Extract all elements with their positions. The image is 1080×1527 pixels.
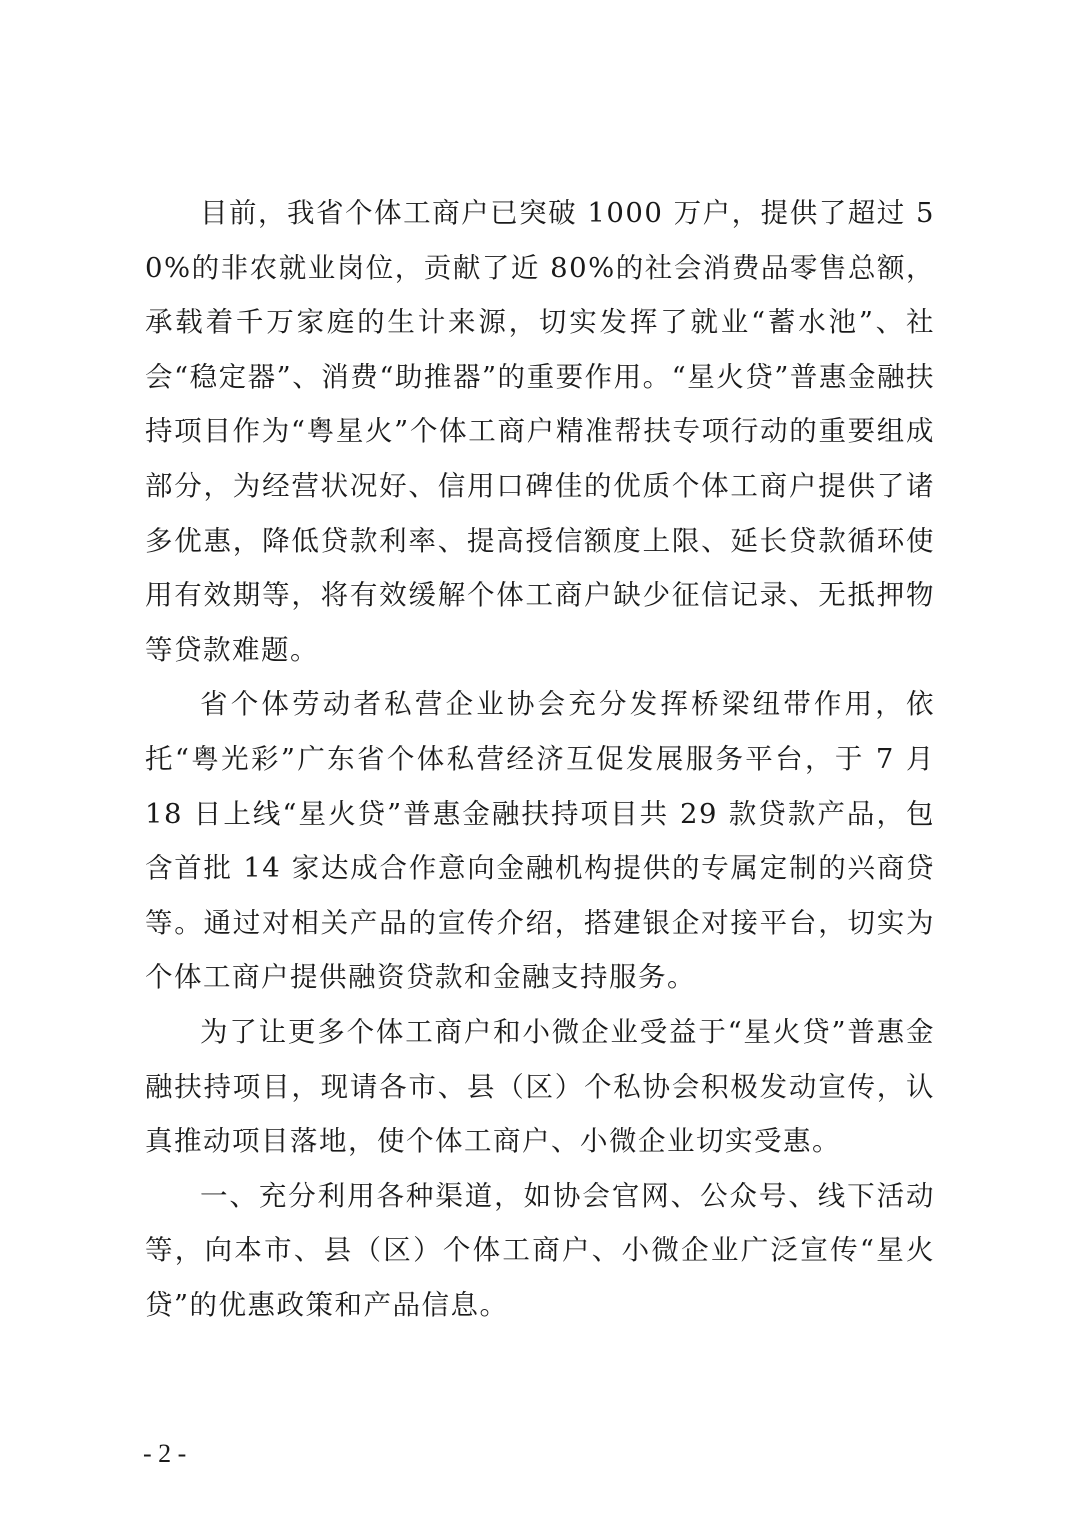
page-number: - 2 -	[143, 1439, 187, 1468]
paragraph-1: 目前，我省个体工商户已突破 1000 万户，提供了超过 50%的非农就业岗位，贡献了近 80%的社会消费品零售总额，承载着千万家庭的生计来源，切实发挥了就业“蓄水池”、社会“稳定器”、消费“助推器”的重要作用。“星火贷”普惠金融扶持项目作为“粤星火”个体工商户精准帮扶专项行动的重要组成部分，为经营状况好、信用口碑佳的优质个体工商户提供了诸多优惠，降低贷款利率、提高授信额度上限、延长贷款循环使用有效期等，将有效缓解个体工商户缺少征信记录、无抵押物等贷款难题。	[145, 197, 935, 666]
paragraph-4: 一、充分利用各种渠道，如协会官网、公众号、线下活动等，向本市、县（区）个体工商户、小微企业广泛宣传“星火贷”的优惠政策和产品信息。	[145, 1179, 935, 1321]
document-body	[145, 186, 935, 1332]
paragraph-3: 为了让更多个体工商户和小微企业受益于“星火贷”普惠金融扶持项目，现请各市、县（区）个私协会积极发动宣传，认真推动项目落地，使个体工商户、小微企业切实受惠。	[145, 1015, 935, 1158]
paragraph-2: 省个体劳动者私营企业协会充分发挥桥梁纽带作用，依托“粤光彩”广东省个体私营经济互促发展服务平台，于 7 月 18 日上线“星火贷”普惠金融扶持项目共 29 款贷款产品，包含首批 14 家达成合作意向金融机构提供的专属定制的兴商贷等。通过对相关产品的宣传介绍，搭建银企对接平台，切实为个体工商户提供融资贷款和金融支持服务。	[145, 688, 935, 994]
